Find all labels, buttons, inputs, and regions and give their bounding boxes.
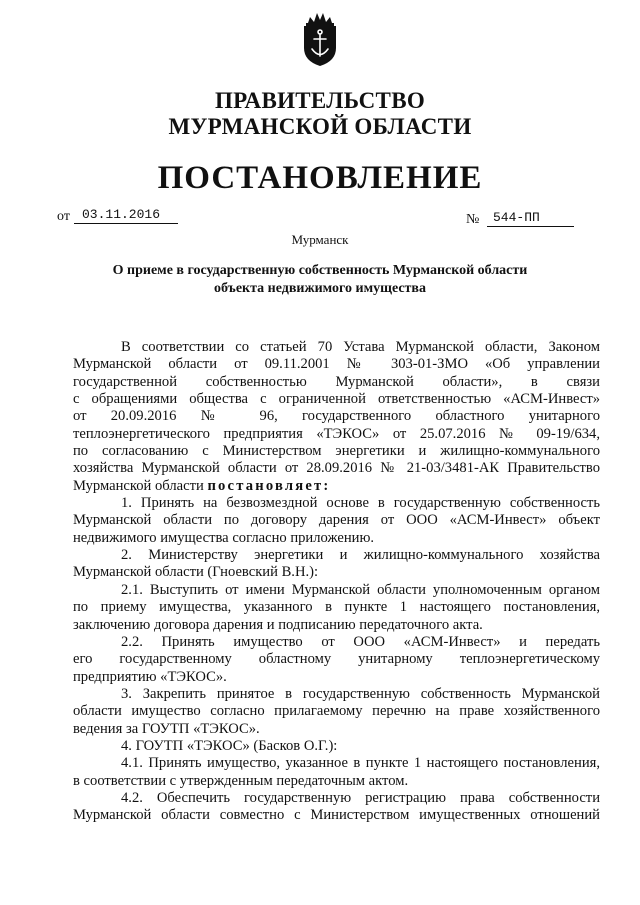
document-type: ПОСТАНОВЛЕНИЕ xyxy=(157,160,483,196)
document-number: 544-ПП xyxy=(487,210,574,227)
preamble-line: Мурманской области от 09.11.2001 № 303-01-ЗМО «Об управлении xyxy=(73,356,600,373)
preamble-line: теплоэнергетического предприятия «ТЭКОС» от 25.07.2016 № 09-19/634, xyxy=(73,425,600,442)
item-2-2-line: предприятию «ТЭКОС». xyxy=(73,668,227,685)
item-3-line: области имущество согласно прилагаемому перечню на праве хозяйственного xyxy=(73,703,600,720)
decree-word: постановляет: xyxy=(207,477,331,494)
item-4-1-line: 4.1. Принять имущество, указанное в пункте 1 настоящего постановления, xyxy=(121,755,600,772)
preamble-line: государственной собственностью Мурманской области», в связи xyxy=(73,373,600,390)
item-1-line: 1. Принять на безвозмездной основе в государственную собственность xyxy=(121,495,600,512)
item-4-1-line: в соответствии с утвержденным передаточным актом. xyxy=(73,772,409,789)
item-3-line: 3. Закрепить принятое в государственную собственность Мурманской xyxy=(121,685,600,702)
number-prefix: № xyxy=(466,212,480,227)
item-2-1-line: 2.1. Выступить от имени Мурманской области уполномоченным органом xyxy=(121,581,600,598)
preamble-line: по согласованию с Министерством энергетики и жилищно-коммунального xyxy=(73,443,600,460)
document-body xyxy=(73,339,600,825)
item-1-line: недвижимого имущества согласно приложению. xyxy=(73,529,374,546)
item-3-line: ведения за ГОУТП «ТЭКОС». xyxy=(73,720,260,737)
item-4-2-line: Мурманской области совместно с Министерством имущественных отношений xyxy=(73,807,600,824)
item-4-2-line: 4.2. Обеспечить государственную регистрацию права собственности xyxy=(121,789,600,806)
item-2-line: Мурманской области (Гноевский В.Н.): xyxy=(73,564,319,581)
item-2-2-line: его государственному областному унитарному теплоэнергетическому xyxy=(73,651,600,668)
preamble-end: Мурманской области xyxy=(73,477,204,494)
preamble-line: от 20.09.2016 № 96, государственного областного унитарного xyxy=(73,408,600,425)
item-1-line: Мурманской области по договору дарения от ООО «АСМ-Инвест» объект xyxy=(73,512,600,529)
preamble-line: хозяйства Мурманской области от 28.09.2016 № 21-03/3481-АК Правительство xyxy=(73,460,600,477)
coat-of-arms-icon xyxy=(301,8,339,68)
government-name-line1: ПРАВИТЕЛЬСТВО xyxy=(214,88,426,113)
item-2-1-line: заключению договора дарения и подписанию передаточного акта. xyxy=(73,616,483,633)
date-prefix: от xyxy=(57,209,70,224)
item-2-1-line: по приему имущества, указанного в пункте 1 настоящего постановления, xyxy=(73,599,600,616)
document-date: 03.11.2016 xyxy=(74,207,178,224)
preamble-line: В соответствии со статьей 70 Устава Мурманской области, Законом xyxy=(121,339,600,355)
government-name-line2: МУРМАНСКОЙ ОБЛАСТИ xyxy=(168,114,472,139)
item-4-line: 4. ГОУТП «ТЭКОС» (Басков О.Г.): xyxy=(121,737,338,754)
preamble-line xyxy=(73,478,600,495)
subject-line1: О приеме в государственную собственность Мурманской области xyxy=(112,263,528,278)
item-2-2-line: 2.2. Принять имущество от ООО «АСМ-Инвест» и передать xyxy=(121,633,600,650)
preamble-line: с обращениями общества с ограниченной ответственностью «АСМ-Инвест» xyxy=(73,391,600,408)
city: Мурманск xyxy=(291,232,349,247)
subject-line2: объекта недвижимого имущества xyxy=(214,281,426,296)
item-2-line: 2. Министерству энергетики и жилищно-коммунального хозяйства xyxy=(121,547,600,564)
